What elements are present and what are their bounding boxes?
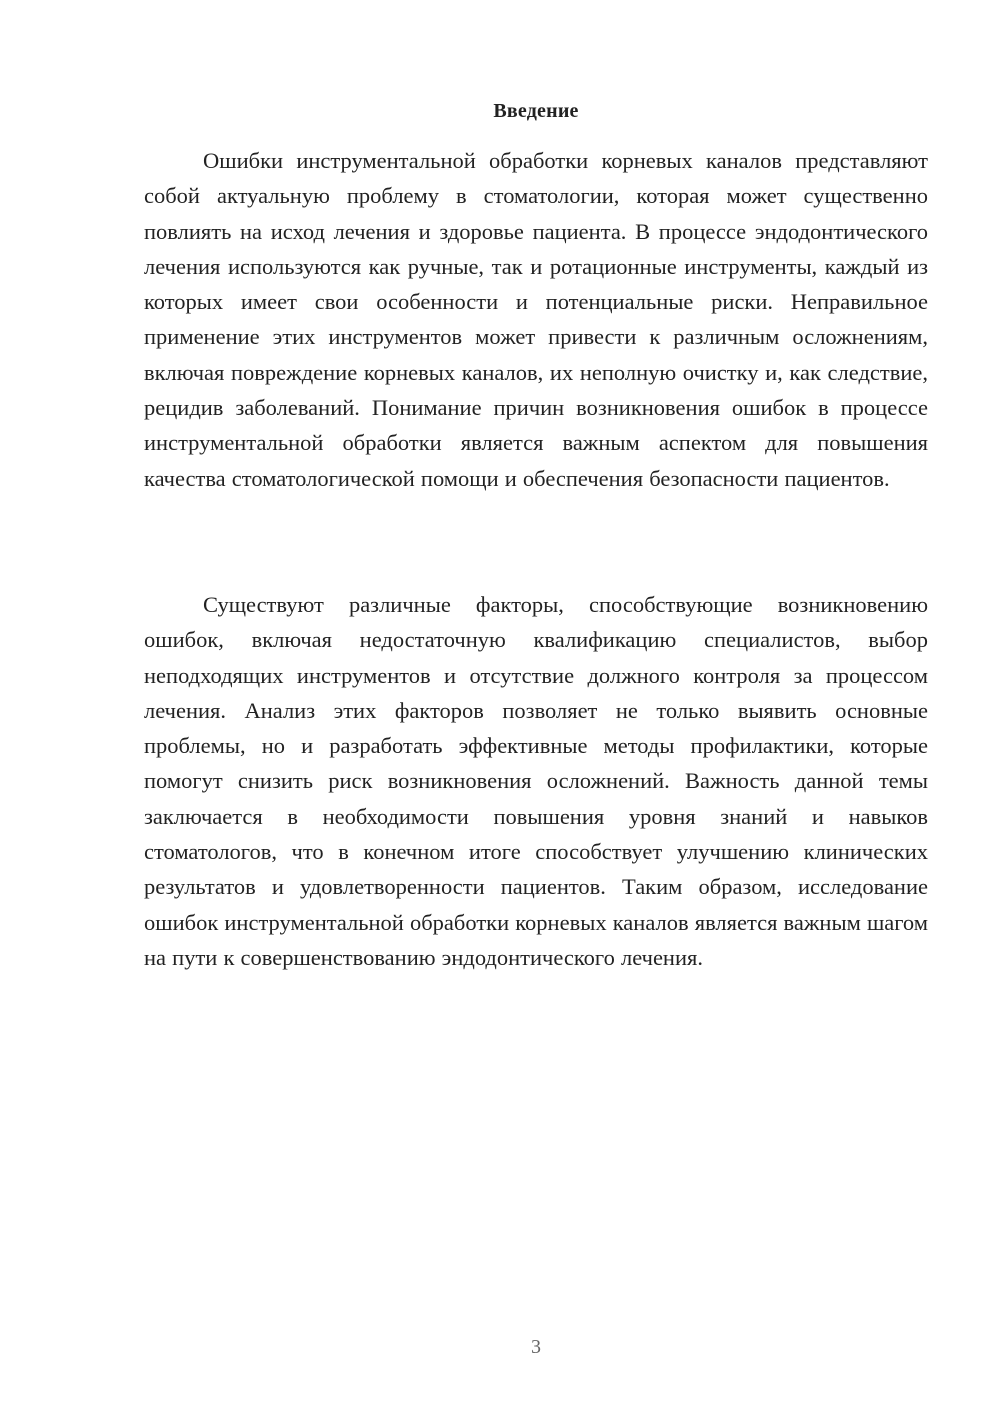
paragraph: Ошибки инструментальной обработки корневых каналов представляют собой актуальную проблему в стоматологии, которая может существенно повлиять на исход лечения и здоровье пациента. В процессе эндодонтического лечения используются как ручные, так и ротационные инструменты, каждый из которых имеет свои особенности и потенциальные риски. Неправильное применение этих инструментов может привести к различным осложнениям, включая повреждение корневых каналов, их неполную очистку и, как следствие, рецидив заболеваний. Понимание причин возникновения ошибок в процессе инструментальной обработки является важным аспектом для повышения качества стоматологической помощи и обеспечения безопасности пациентов. bbox=[144, 148, 928, 491]
page-number: 3 bbox=[531, 1336, 541, 1358]
paragraph-block bbox=[144, 587, 928, 975]
paragraph-block bbox=[144, 143, 928, 496]
paragraph: Существуют различные факторы, способствующие возникновению ошибок, включая недостаточную квалификацию специалистов, выбор неподходящих инструментов и отсутствие должного контроля за процессом лечения. Анализ этих факторов позволяет не только выявить основные проблемы, но и разработать эффективные методы профилактики, которые помогут снизить риск возникновения осложнений. Важность данной темы заключается в необходимости повышения уровня знаний и навыков стоматологов, что в конечном итоге способствует улучшению клинических результатов и удовлетворенности пациентов. Таким образом, исследование ошибок инструментальной обработки корневых каналов является важным шагом на пути к совершенствованию эндодонтического лечения. bbox=[144, 592, 928, 970]
section-heading: Введение bbox=[493, 100, 579, 122]
